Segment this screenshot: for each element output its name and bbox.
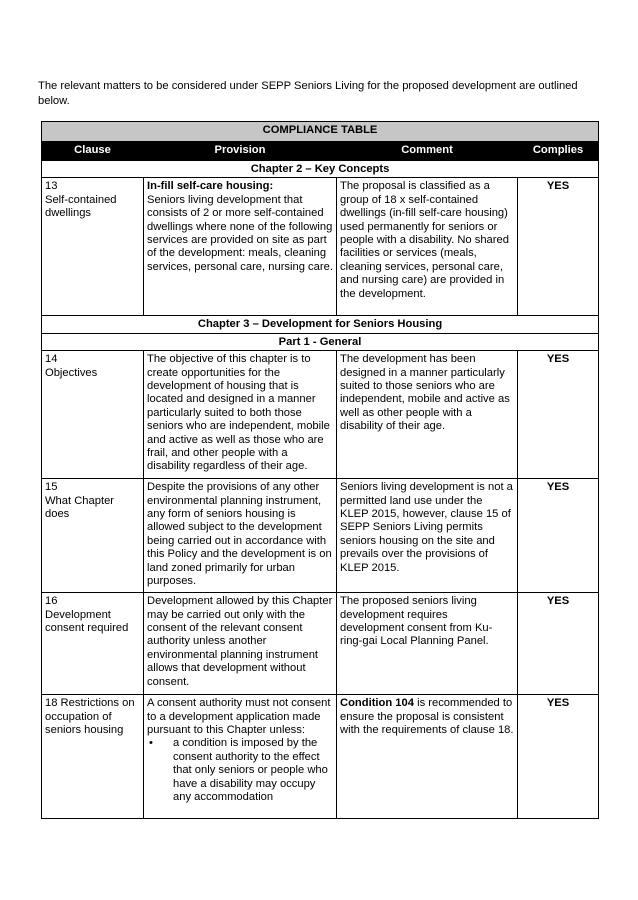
- table-header-row: [42, 142, 599, 161]
- intro-paragraph: The relevant matters to be considered under SEPP Seniors Living for the proposed development are outlined below.: [38, 80, 578, 107]
- clause-cell: [42, 351, 144, 479]
- compliance-table: [41, 121, 599, 819]
- provision-cell: [144, 695, 337, 819]
- clause-cell: [42, 479, 144, 593]
- clause-number: 16: [45, 595, 58, 608]
- header-complies: Complies: [518, 142, 599, 161]
- complies-cell: YES: [518, 178, 599, 316]
- comment-cell: The development has been designed in a manner particularly suited to those seniors who are independent, mobile and active as well as other people with a disability of their age.: [337, 351, 518, 479]
- comment-cell: Seniors living development is not a permitted land use under the KLEP 2015, however, clause 15 of SEPP Seniors Living permits seniors housing on the site and prevails over the provisions of KLEP 2015.: [337, 479, 518, 593]
- provision-cell: [144, 178, 337, 316]
- clause-name: What Chapter does: [45, 494, 115, 521]
- complies-cell: YES: [518, 695, 599, 819]
- header-provision: Provision: [144, 142, 337, 161]
- part-1-heading: Part 1 - General: [42, 333, 599, 350]
- table-row: [42, 178, 599, 316]
- provision-cell: The objective of this chapter is to create opportunities for the development of housing that is located and designed in a manner particularly suited to both those seniors who are independent, mobile and active as well as those who are frail, and other people with a disability regardless of their age.: [144, 351, 337, 479]
- section-row: [42, 161, 599, 178]
- clause-cell: [42, 593, 144, 695]
- comment-cell: The proposed seniors living development requires development consent from Ku-ring-gai Local Planning Panel.: [337, 593, 518, 695]
- complies-cell: YES: [518, 351, 599, 479]
- section-row: [42, 333, 599, 350]
- provision-heading: In-fill self-care housing:: [147, 180, 274, 193]
- comment-cell: The proposal is classified as a group of 18 x self-contained dwellings (in-fill self-care housing) used permanently for seniors or people with a disability. No shared facilities or services (meals, cleaning services, personal care, and nursing care) are provided in the development.: [337, 178, 518, 316]
- clause-cell: [42, 178, 144, 316]
- chapter-2-heading: Chapter 2 – Key Concepts: [42, 161, 599, 178]
- comment-cell: [337, 695, 518, 819]
- provision-bullet-list: [147, 737, 333, 804]
- clause-cell: 18 Restrictions on occupation of seniors housing: [42, 695, 144, 819]
- clause-number: 14: [45, 353, 58, 366]
- clause-name: Development consent required: [45, 608, 129, 635]
- comment-text: is recommended to ensure the proposal is consistent with the requirements of clause 18.: [340, 697, 514, 737]
- section-row: [42, 316, 599, 333]
- table-row: [42, 593, 599, 695]
- clause-name: Self-contained dwellings: [45, 193, 117, 220]
- provision-bullet: • a condition is imposed by the consent authority to the effect that only seniors or people who have a disability may occupy any accommodation: [147, 737, 333, 804]
- clause-number: 13: [45, 180, 58, 193]
- clause-number: 15: [45, 481, 58, 494]
- condition-reference: Condition 104: [340, 697, 414, 710]
- header-comment: Comment: [337, 142, 518, 161]
- table-title: COMPLIANCE TABLE: [42, 122, 599, 142]
- clause-name: Objectives: [45, 366, 98, 379]
- table-row: [42, 351, 599, 479]
- provision-text: A consent authority must not consent to a development application made pursuant to this Chapter unless:: [147, 697, 331, 737]
- header-clause: Clause: [42, 142, 144, 161]
- table-row: [42, 479, 599, 593]
- complies-cell: YES: [518, 593, 599, 695]
- complies-cell: YES: [518, 479, 599, 593]
- table-title-row: [42, 122, 599, 142]
- provision-cell: Despite the provisions of any other environmental planning instrument, any form of seniors housing is allowed subject to the development being carried out in accordance with this Policy and the development is on land zoned primarily for urban purposes.: [144, 479, 337, 593]
- chapter-3-heading: Chapter 3 – Development for Seniors Housing: [42, 316, 599, 333]
- provision-cell: Development allowed by this Chapter may be carried out only with the consent of the relevant consent authority unless another environmental planning instrument allows that development without consent.: [144, 593, 337, 695]
- provision-text: Seniors living development that consists of 2 or more self-contained dwellings where none of the following services are provided on site as part of the development: meals, cleaning services, personal care, nursing care.: [147, 193, 333, 273]
- table-row: [42, 695, 599, 819]
